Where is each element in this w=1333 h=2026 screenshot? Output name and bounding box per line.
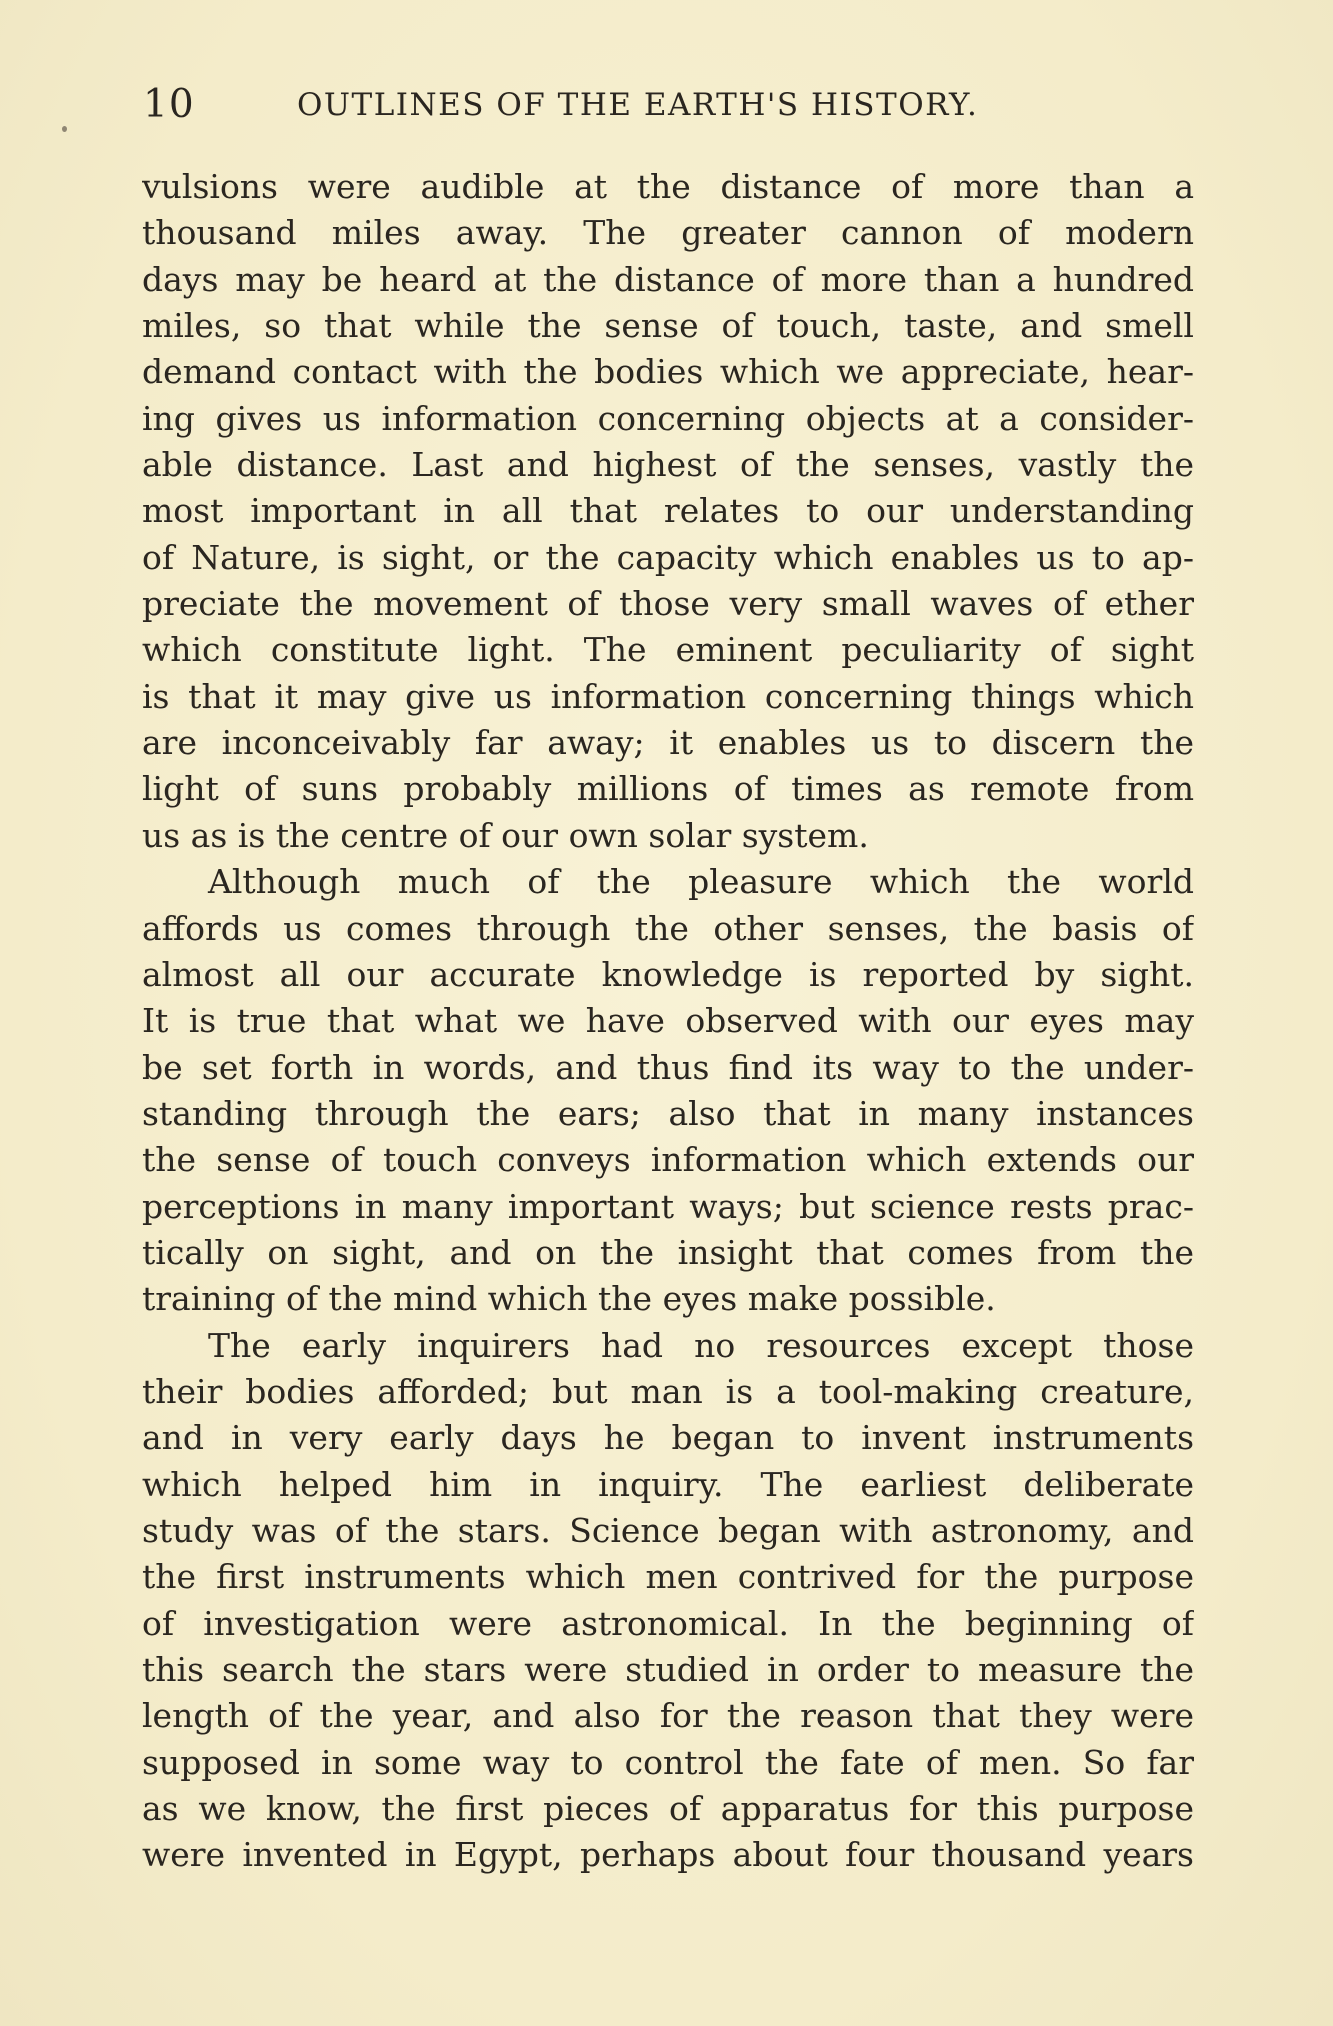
text-line: ing gives us information concerning objects at a consider- xyxy=(142,398,1194,438)
text-line: of investigation were astronomical. In the beginning of xyxy=(142,1603,1194,1643)
text-line: is that it may give us information concerning things which xyxy=(142,676,1194,716)
text-line: of Nature, is sight, or the capacity which enables us to ap- xyxy=(142,537,1194,577)
body-text xyxy=(142,164,1194,1879)
text-line: It is true that what we have observed with our eyes may xyxy=(142,1001,1194,1041)
text-line: almost all our accurate knowledge is reported by sight. xyxy=(142,954,1194,994)
text-line: days may be heard at the distance of more than a hundred xyxy=(142,259,1194,299)
text-line: preciate the movement of those very small waves of ether xyxy=(142,584,1194,624)
text-line: training of the mind which the eyes make possible. xyxy=(142,1279,996,1319)
paragraph-2 xyxy=(142,859,1194,1322)
text-line: demand contact with the bodies which we appreciate, hear- xyxy=(142,352,1194,392)
ink-speck xyxy=(62,126,67,132)
text-line: were invented in Egypt, perhaps about four thousand years xyxy=(142,1835,1194,1875)
text-line: which constitute light. The eminent peculiarity of sight xyxy=(142,630,1194,670)
text-line: their bodies afforded; but man is a tool-making creature, xyxy=(142,1371,1194,1411)
page-header xyxy=(143,80,1193,130)
text-line: length of the year, and also for the reason that they were xyxy=(142,1696,1194,1736)
text-line: the first instruments which men contrived for the purpose xyxy=(142,1557,1194,1597)
text-line: affords us comes through the other senses, the basis of xyxy=(142,908,1194,948)
paragraph-3 xyxy=(142,1323,1194,1879)
text-line: thousand miles away. The greater cannon of modern xyxy=(142,213,1194,253)
text-line: The early inquirers had no resources except those xyxy=(208,1325,1194,1365)
text-line: study was of the stars. Science began with astronomy, and xyxy=(142,1510,1194,1550)
text-line: light of suns probably millions of times as remote from xyxy=(142,769,1194,809)
text-line: perceptions in many important ways; but science rests prac- xyxy=(142,1186,1194,1226)
text-line: be set forth in words, and thus find its way to the under- xyxy=(142,1047,1194,1087)
text-line: miles, so that while the sense of touch, taste, and smell xyxy=(142,306,1194,346)
text-line: able distance. Last and highest of the senses, vastly the xyxy=(142,445,1194,485)
text-line: are inconceivably far away; it enables us to discern the xyxy=(142,723,1194,763)
text-line: supposed in some way to control the fate of men. So far xyxy=(142,1742,1194,1782)
text-line: most important in all that relates to our understanding xyxy=(142,491,1194,531)
running-title: OUTLINES OF THE EARTH'S HISTORY. xyxy=(297,87,979,123)
page-number: 10 xyxy=(143,82,195,127)
text-line: Although much of the pleasure which the world xyxy=(208,862,1194,902)
text-line: the sense of touch conveys information which extends our xyxy=(142,1140,1194,1180)
text-line: this search the stars were studied in order to measure the xyxy=(142,1650,1194,1689)
text-line: which helped him in inquiry. The earliest deliberate xyxy=(142,1464,1194,1504)
text-line: and in very early days he began to invent instruments xyxy=(142,1418,1194,1458)
text-line: standing through the ears; also that in many instances xyxy=(142,1093,1194,1133)
text-line: as we know, the first pieces of apparatus for this purpose xyxy=(142,1789,1194,1829)
text-line: us as is the centre of our own solar system. xyxy=(142,815,869,855)
text-line: vulsions were audible at the distance of more than a xyxy=(142,167,1194,206)
paragraph-1 xyxy=(142,164,1194,859)
text-line: tically on sight, and on the insight that comes from the xyxy=(142,1232,1194,1272)
